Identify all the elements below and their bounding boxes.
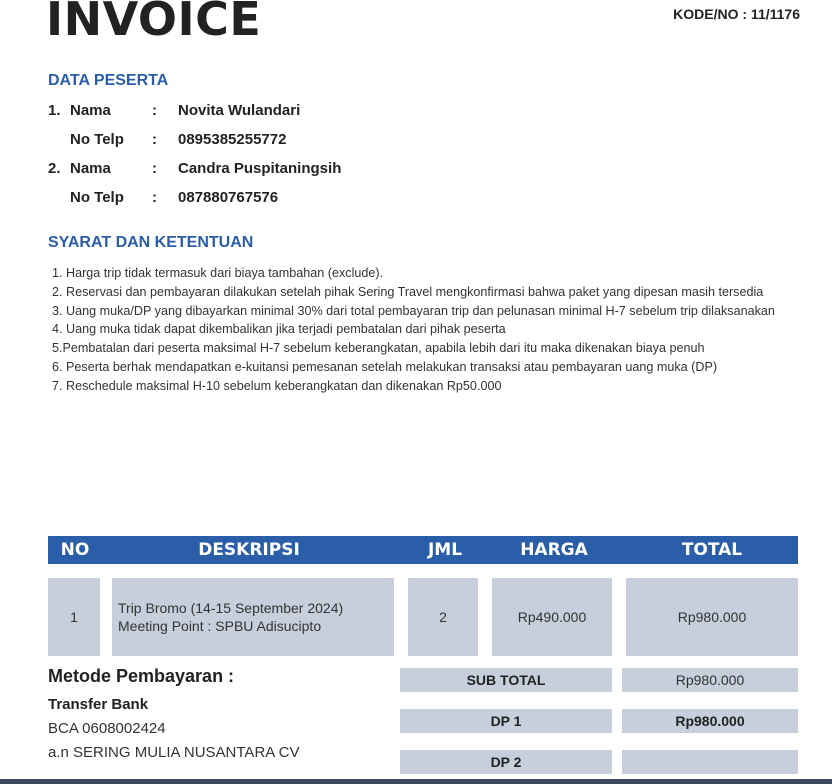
header-no: NO [60, 540, 90, 560]
invoice-title: INVOICE [46, 0, 262, 46]
header-total: TOTAL [681, 540, 743, 560]
subtotal-value: Rp980.000 [622, 668, 798, 692]
peserta-value: 0895385255772 [178, 131, 287, 148]
table-header [48, 536, 798, 564]
peserta-colon: : [152, 160, 157, 177]
peserta-row [48, 131, 286, 148]
peserta-colon: : [152, 102, 157, 119]
peserta-colon: : [152, 189, 157, 206]
term-item: 3. Uang muka/DP yang dibayarkan minimal 30% dari total pembayaran trip dan pelunasan minimal H-7 sebelum trip dilaksanakan [52, 303, 775, 318]
term-item: 5.Pembatalan dari peserta maksimal H-7 sebelum keberangkatan, apabila lebih dari itu maka dikenakan biaya penuh [52, 341, 705, 356]
payment-method: Transfer Bank [48, 696, 149, 713]
dp1-label: DP 1 [400, 709, 612, 733]
peserta-label: No Telp [70, 131, 124, 148]
peserta-number [48, 131, 70, 148]
peserta-value: Novita Wulandari [178, 102, 301, 119]
row-total: Rp980.000 [626, 578, 798, 656]
term-item: 7. Reschedule maksimal H-10 sebelum keberangkatan dan dikenakan Rp50.000 [52, 378, 502, 393]
row-harga: Rp490.000 [492, 578, 612, 656]
peserta-number: 1. [48, 102, 61, 119]
peserta-value: Candra Puspitaningsih [178, 160, 342, 177]
row-description-meeting: Meeting Point : SPBU Adisucipto [118, 618, 322, 634]
term-item: 4. Uang muka tidak dapat dikembalikan jika terjadi pembatalan dari pihak peserta [52, 322, 506, 337]
subtotal-label: SUB TOTAL [400, 668, 612, 692]
term-item: 2. Reservasi dan pembayaran dilakukan setelah pihak Sering Travel mengkonfirmasi bahwa paket yang dipesan masih tersedia [52, 284, 764, 299]
peserta-label: No Telp [70, 189, 124, 206]
row-description [112, 578, 394, 656]
peserta-number [48, 189, 70, 206]
peserta-row [48, 189, 278, 206]
peserta-number: 2. [48, 160, 61, 177]
payment-method-title: Metode Pembayaran : [48, 666, 235, 686]
header-harga: HARGA [520, 540, 588, 560]
term-item: 6. Peserta berhak mendapatkan e-kuitansi pemesanan setelah melakukan transaksi atau pembayaran uang muka (DP) [52, 359, 718, 374]
term-item: 1. Harga trip tidak termasuk dari biaya tambahan (exclude). [52, 266, 384, 280]
row-description-title: Trip Bromo (14-15 September 2024) [118, 600, 344, 616]
peserta-heading: DATA PESERTA [48, 72, 169, 89]
peserta-row [48, 160, 341, 177]
peserta-colon: : [152, 131, 157, 148]
row-jml: 2 [408, 578, 478, 656]
header-deskripsi: DESKRIPSI [198, 540, 300, 560]
dp1-value: Rp980.000 [622, 709, 798, 733]
payment-account: BCA 0608002424 [48, 720, 166, 737]
peserta-value: 087880767576 [178, 189, 279, 206]
dp2-value [622, 750, 798, 774]
peserta-label: Nama [70, 160, 111, 177]
peserta-row [48, 102, 300, 119]
dp2-label: DP 2 [400, 750, 612, 774]
terms-list [52, 264, 792, 396]
syarat-heading: SYARAT DAN KETENTUAN [48, 234, 254, 251]
peserta-label: Nama [70, 102, 111, 119]
footer-bar [0, 779, 832, 784]
row-no: 1 [48, 578, 100, 656]
invoice-code: KODE/NO : 11/1176 [673, 6, 800, 22]
payment-holder: a.n SERING MULIA NUSANTARA CV [48, 744, 300, 761]
header-jml: JML [427, 540, 463, 560]
